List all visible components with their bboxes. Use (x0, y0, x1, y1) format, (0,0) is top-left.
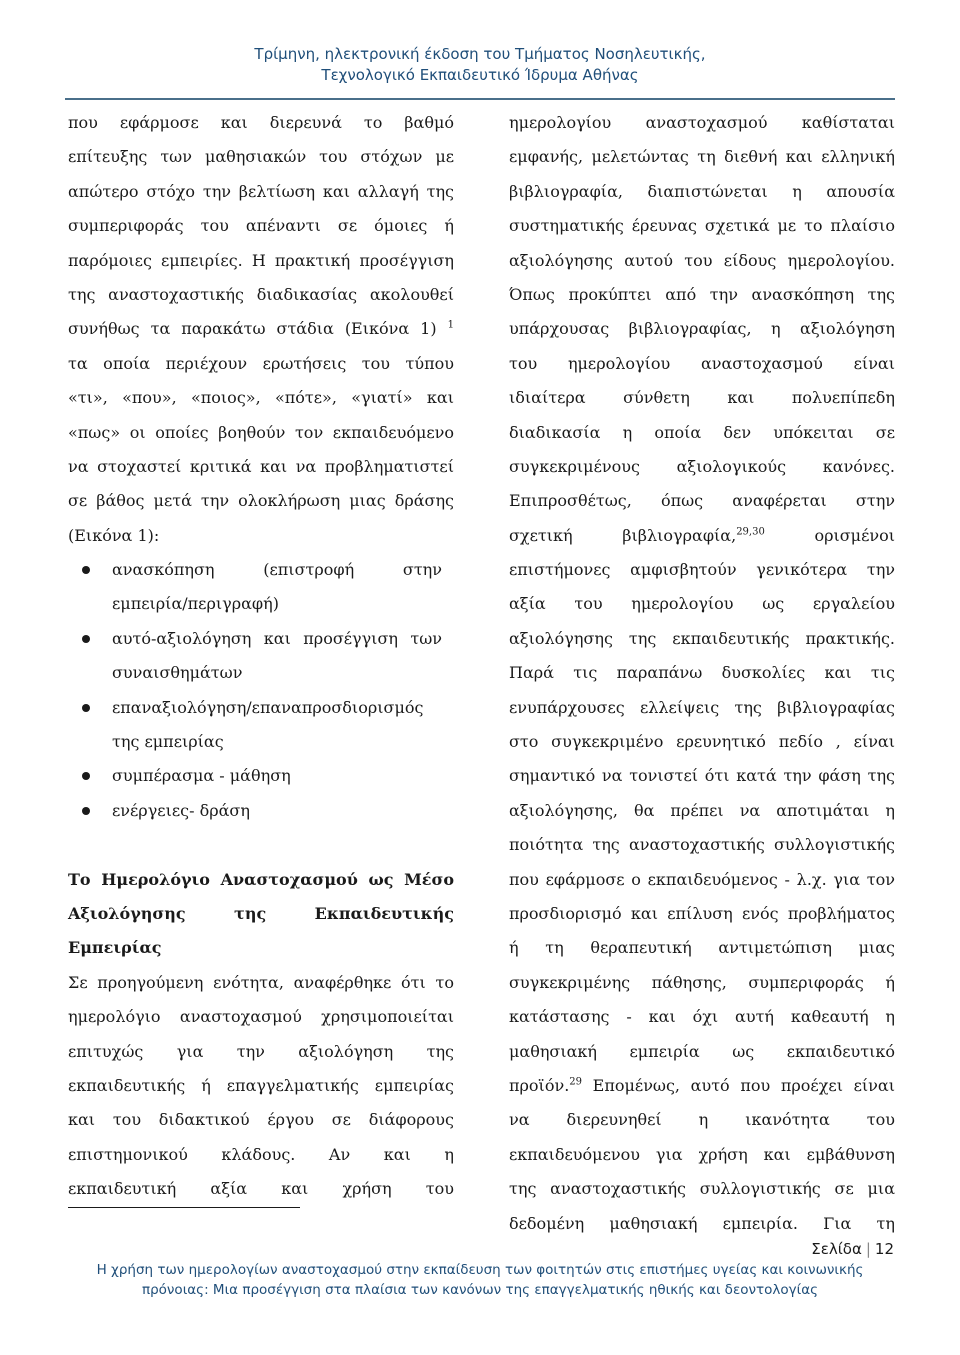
bullet-item-line (68, 691, 454, 725)
text-line-with-footnote (509, 1069, 895, 1103)
bullet-item-line (68, 725, 454, 759)
page-number (811, 1240, 894, 1258)
bullet-icon (82, 566, 90, 574)
text-line: παρόμοιες εμπειρίες. Η πρακτική προσέγγιση (68, 250, 454, 270)
text-line: Σε προηγούμενη ενότητα, αναφέρθηκε ότι το (68, 972, 454, 992)
text-line: απώτερο στόχο την βελτίωση και αλλαγή της (68, 181, 454, 201)
text-line: δεδομένη μαθησιακή εμπειρία. Για τη (509, 1213, 895, 1233)
left-column (68, 106, 454, 1207)
bullet-item-line (68, 622, 454, 656)
text-line: επίτευξης των μαθησιακών του στόχων με (68, 147, 454, 167)
bullet-text: αυτό-αξιολόγηση και προσέγγιση των (112, 628, 442, 648)
text-line: εκπαιδευόμενου για χρήση και εμβάθυνση (509, 1144, 895, 1164)
text-line: που εφάρμοσε και διερευνά το βαθμό (68, 113, 454, 132)
running-footer (0, 1260, 960, 1300)
text-line: Παρά τις παραπάνω δυσκολίες και τις (509, 663, 895, 683)
bullet-icon (82, 635, 90, 643)
text-line: εκπαιδευτική αξία και χρήση του (68, 1179, 454, 1199)
footer-line-1: Η χρήση των ημερολογίων αναστοχασμού στην εκπαίδευση των φοιτητών στις επιστήμες υγείας και κοινωνικής (96, 1262, 864, 1278)
section-heading-line: Αξιολόγησης της Εκπαιδευτικής (68, 903, 454, 923)
text-line: κατάστασης - και όχι αυτή καθεαυτή η (509, 1007, 895, 1027)
bullet-text: συναισθημάτων (112, 663, 243, 683)
bullet-text: εμπειρία/περιγραφή) (112, 594, 279, 614)
section-heading-line: Το Ημερολόγιο Αναστοχασμού ως Μέσο (68, 869, 454, 889)
footer-line-2: πρόνοιας: Μια προσέγγιση στα πλαίσια των κανόνων της επαγγελματικής ηθικής και δεοντολογίας (141, 1282, 819, 1298)
text-line: αξιολόγησης της εκπαιδευτικής πρακτικής. (509, 628, 895, 648)
bullet-icon (82, 772, 90, 780)
header-line-1: Τρίμηνη, ηλεκτρονική έκδοση του Τμήματος Νοσηλευτικής, (254, 45, 706, 63)
running-header (0, 44, 960, 86)
bullet-item-line (68, 553, 454, 587)
bullet-text: της εμπειρίας (112, 732, 224, 752)
text-line: και του διδακτικού έργου σε διάφορους (68, 1110, 454, 1130)
text-line: Επιπροσθέτως, όπως αναφέρεται στην (509, 491, 895, 511)
text-line: να διερευνηθεί η ικανότητα του (509, 1110, 895, 1130)
text-line: να στοχαστεί κριτικά και να προβληματιστεί (68, 456, 454, 476)
text-line: «τι», «που», «ποιος», «πότε», «γιατί» και (68, 388, 454, 408)
header-line-2: Τεχνολογικό Εκπαιδευτικό Ίδρυμα Αθήνας (321, 66, 639, 84)
text-line: στο συγκεκριμένο ερευνητικό πεδίο , είναι (509, 732, 895, 752)
page-label: Σελίδα (811, 1240, 862, 1258)
spacer (68, 828, 454, 862)
text-line: ημερολογίου αναστοχασμού καθίσταται (509, 113, 895, 132)
right-column (509, 106, 895, 1241)
text-line: της αναστοχαστικής συλλογιστικής σε μια (509, 1179, 895, 1199)
page-number-value: 12 (874, 1240, 894, 1258)
bullet-text: ενέργειες- δράση (112, 800, 250, 820)
page-separator: | (865, 1240, 871, 1258)
text-line: ενυπάρχουσες ελλείψεις της βιβλιογραφίας (509, 697, 895, 717)
text-line: Όπως προκύπτει από την ανασκόπηση της (509, 284, 895, 304)
text-line: εκπαιδευτικής ή επαγγελματικής εμπειρίας (68, 1075, 454, 1095)
header-divider (65, 98, 895, 100)
bullet-item-line (68, 587, 454, 621)
text-line: που εφάρμοσε ο εκπαιδευόμενος - λ.χ. για τον (509, 869, 895, 889)
text-line: «πως» οι οποίες βοηθούν τον εκπαιδευόμενο (68, 422, 454, 442)
text-line: επιστημονικού κλάδους. Αν και η (68, 1144, 454, 1164)
bullet-icon (82, 807, 90, 815)
bullet-item-line (68, 794, 454, 828)
text-line: σημαντικό να τονιστεί ότι κατά την φάση της (509, 766, 895, 786)
text-line: βιβλιογραφία, διαπιστώνεται η απουσία (509, 181, 895, 201)
bullet-item-line (68, 656, 454, 690)
text-line: αξία του ημερολογίου ως εργαλείου (509, 594, 895, 614)
text-line: μαθησιακή εμπειρία ως εκπαιδευτικό (509, 1041, 895, 1061)
text-line: αξιολόγησης, θα πρέπει να αποτιμάται η (509, 800, 895, 820)
footnote-ref: 1 (447, 320, 454, 332)
text-line: επιστήμονες αμφισβητούν γενικότερα την (509, 560, 895, 580)
text-line: ιδιαίτερα σύνθετη και πολυεπίπεδη (509, 388, 895, 408)
text-line: αξιολόγησης αυτού του είδους ημερολογίου. (509, 250, 895, 270)
text-line: συστηματικής έρευνας σχετικά με το πλαίσιο (509, 216, 895, 236)
footnote-rule (68, 1207, 300, 1208)
text-line: συγκεκριμένους αξιολογικούς κανόνες. (509, 456, 895, 476)
text-line: ημερολόγιο αναστοχασμού χρησιμοποιείται (68, 1007, 454, 1027)
bullet-item-line (68, 759, 454, 793)
text-line: ή τη θεραπευτική αντιμετώπιση μιας (509, 938, 895, 958)
text-line: σε βάθος μετά την ολοκλήρωση μιας δράσης (68, 491, 454, 511)
text-line: προσδιορισμό και επίλυση ενός προβλήματος (509, 903, 895, 923)
text-segment: ορισμένοι (814, 525, 895, 545)
footnote-ref: 29,30 (736, 526, 765, 538)
section-heading-line: Εμπειρίας (68, 938, 162, 958)
text-line-with-footnote (509, 519, 895, 553)
bullet-text: συμπέρασμα - μάθηση (112, 766, 291, 786)
text-segment: σχετική βιβλιογραφία, (509, 525, 737, 545)
text-line: επιτυχώς για την αξιολόγηση της (68, 1041, 454, 1061)
text-line: συμπεριφοράς του απέναντι σε όμοιες ή (68, 216, 454, 236)
bullet-icon (82, 704, 90, 712)
text-line: εμφανής, μελετώντας τη διεθνή και ελληνική (509, 147, 895, 167)
text-line: της αναστοχαστικής διαδικασίας ακολουθεί (68, 284, 454, 304)
text-line: διαδικασία η οποία δεν υπόκειται σε (509, 422, 895, 442)
bullet-text: ανασκόπηση (επιστροφή στην (112, 560, 442, 580)
text-segment: Επομένως, αυτό που προέχει είναι (592, 1075, 895, 1095)
text-segment: προϊόν. (509, 1075, 570, 1095)
text-segment: συνήθως τα παρακάτω στάδια (Εικόνα 1) (68, 319, 437, 339)
text-line: τα οποία περιέχουν ερωτήσεις του τύπου (68, 353, 454, 373)
footnote-ref: 29 (569, 1076, 583, 1088)
text-line: συγκεκριμένης πάθησης, συμπεριφοράς ή (509, 972, 895, 992)
text-line: (Εικόνα 1): (68, 525, 160, 545)
text-line: ποιότητα της αναστοχαστικής συλλογιστικής (509, 835, 895, 855)
text-line: υπάρχουσας βιβλιογραφίας, η αξιολόγηση (509, 319, 895, 339)
text-line-with-footnote (68, 312, 454, 346)
text-line: του ημερολογίου αναστοχασμού είναι (509, 353, 895, 373)
bullet-text: επαναξιολόγηση/επαναπροσδιορισμός (112, 697, 424, 717)
